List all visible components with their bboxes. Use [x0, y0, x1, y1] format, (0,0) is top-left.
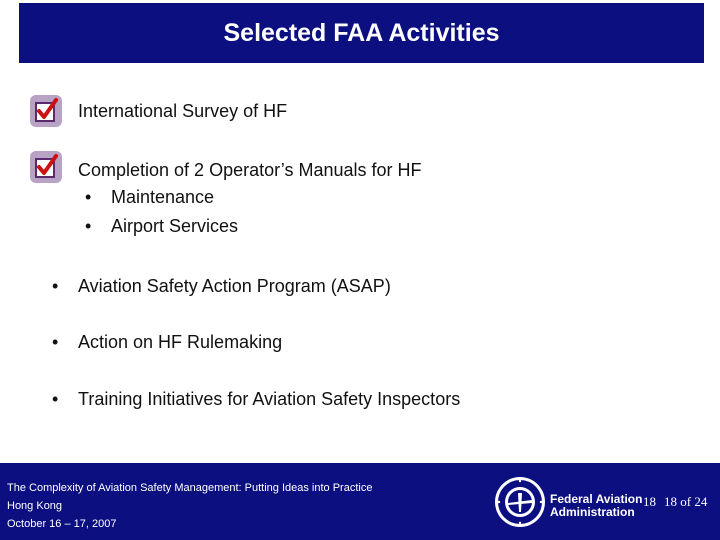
bullet-asap — [52, 276, 391, 297]
bullet-label: Action on HF Rulemaking — [78, 332, 283, 352]
footer-location: Hong Kong — [7, 500, 63, 512]
faa-name-line2: Administration — [550, 505, 635, 519]
checked-item-international-survey: International Survey of HF — [78, 101, 288, 121]
bullet-training-initiatives — [52, 389, 460, 410]
sub-bullet-maintenance — [85, 187, 214, 208]
bullet-label: Training Initiatives for Aviation Safety Inspectors — [78, 389, 461, 409]
footer-date: October 16 – 17, 2007 — [7, 518, 117, 530]
checkbox-checked-icon — [28, 93, 64, 129]
sub-bullet-label: Maintenance — [111, 187, 215, 207]
checked-item-operator-manuals: Completion of 2 Operator’s Manuals for HF — [78, 160, 422, 180]
bullet-hf-rulemaking — [52, 332, 282, 353]
checkbox-checked-icon — [28, 149, 64, 185]
footer-bar — [0, 463, 720, 540]
slide-title: Selected FAA Activities — [223, 18, 500, 47]
bullet-label: Aviation Safety Action Program (ASAP) — [78, 276, 391, 296]
bullet-glyph: • — [52, 276, 59, 296]
footer-conference-title: The Complexity of Aviation Safety Management: Putting Ideas into Practice — [7, 482, 373, 494]
bullet-glyph: • — [52, 332, 59, 352]
bullet-glyph: • — [85, 187, 92, 207]
sub-bullet-airport-services — [85, 216, 238, 237]
bullet-glyph: • — [52, 389, 59, 409]
sub-bullet-label: Airport Services — [111, 216, 239, 236]
page-number: 18 — [643, 494, 656, 509]
faa-name-line1: Federal Aviation — [550, 492, 643, 506]
title-bar — [19, 3, 704, 63]
bullet-glyph: • — [85, 216, 92, 236]
faa-seal-icon — [494, 476, 546, 528]
page-count: 18 of 24 — [664, 494, 708, 509]
